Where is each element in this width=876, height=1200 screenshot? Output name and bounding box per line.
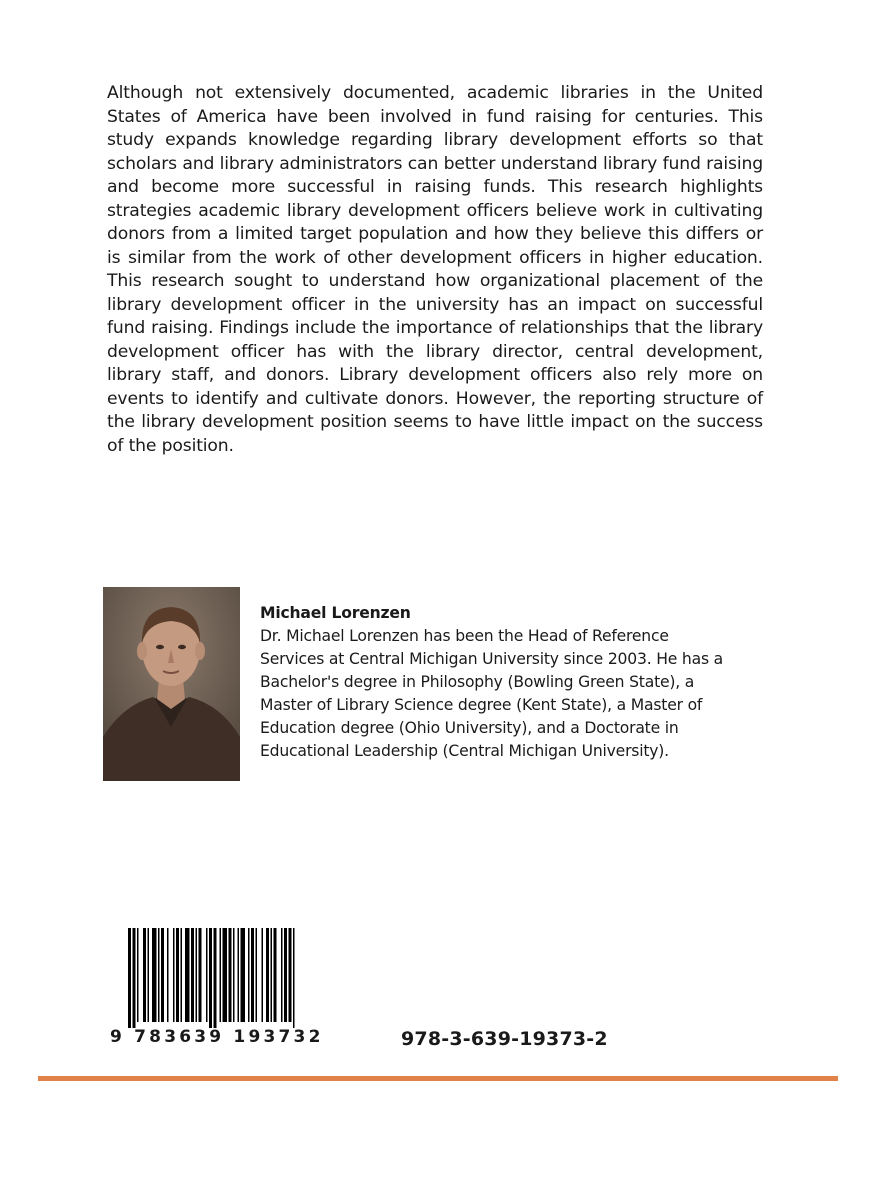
author-bio: Dr. Michael Lorenzen has been the Head of Reference Services at Central Michigan University since 2003. He has a Bachelor's degree in Philosophy (Bowling Green State), a Master of Library Science degree (Kent State), a Master of Education degree (Ohio University), and a Doctorate in Educational Leadership (Central Michigan University).: [260, 627, 723, 760]
bottom-divider: [38, 1076, 838, 1081]
author-name: Michael Lorenzen: [260, 604, 411, 622]
back-cover-abstract: Although not extensively documented, academic libraries in the United States of America have been involved in fund raising for centuries. This study expands knowledge regarding library development efforts so that scholars and library administrators can better understand library fund raising and become more successful in raising funds. This research highlights strategies academic library development officers believe work in cultivating donors from a limited target population and how they believe this differs or is similar from the work of other development officers in higher education. This research sought to understand how organizational placement of the library development officer in the university has an impact on successful fund raising. Findings include the importance of relationships that the library development officer has with the library director, central development, library staff, and donors. Library development officers also rely more on events to identify and cultivate donors. However, the reporting structure of the library development position seems to have little impact on the success of the position.: [107, 83, 763, 456]
author-info: [260, 602, 730, 763]
isbn-number: 978-3-639-19373-2: [401, 1028, 608, 1050]
barcode-digits: 9 783639 193732: [110, 1027, 324, 1047]
author-photo: [103, 587, 240, 781]
